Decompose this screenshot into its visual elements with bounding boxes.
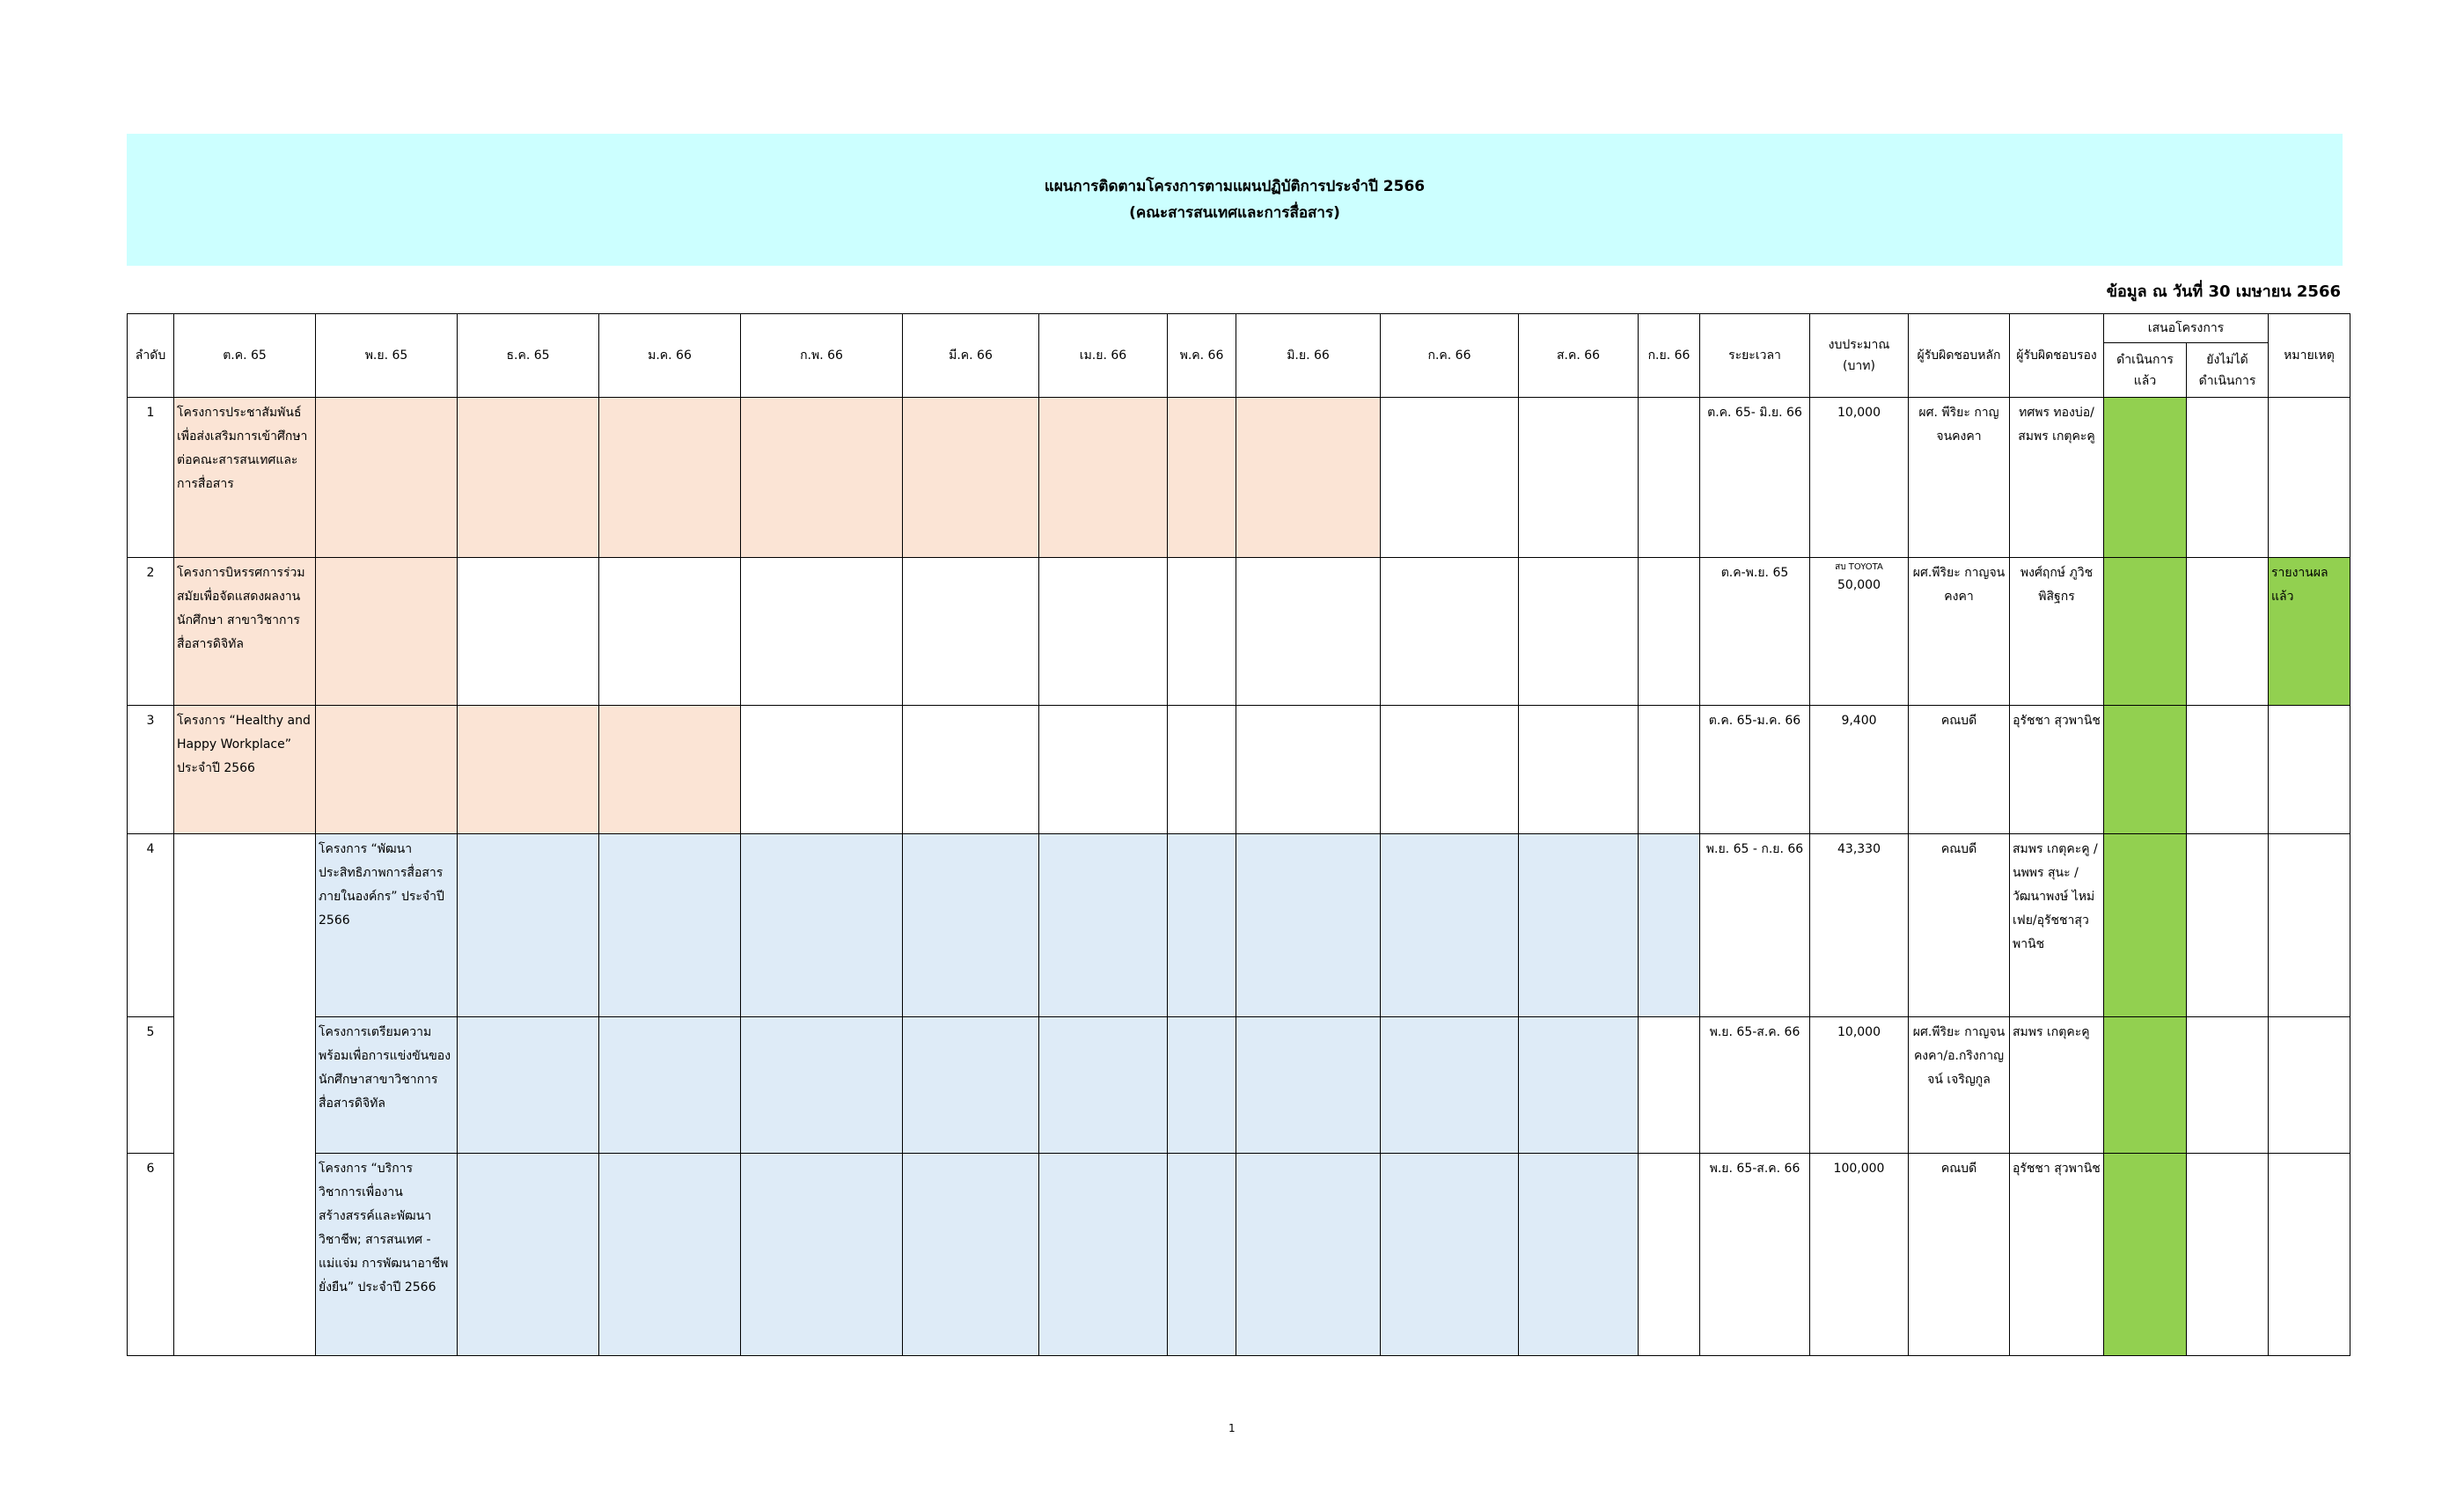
project-name: โครงการบิหรรศการร่วมสมัยเพื่อจัดแสดงผลงานนักศึกษา สาขาวิชาการสื่อสารดิจิทัล (174, 558, 316, 706)
plan-cell (1236, 1154, 1381, 1356)
project-name: โครงการ “Healthy and Happy Workplace” ประจำปี 2566 (174, 706, 316, 834)
table-row (128, 1154, 2350, 1356)
main-owner: คณบดี (1909, 1154, 2010, 1356)
plan-cell (1519, 1017, 1639, 1154)
co-owner: อุรัชชา สุวพานิช (2010, 1154, 2104, 1356)
plan-cell (1381, 398, 1519, 558)
plan-cell (1236, 398, 1381, 558)
plan-cell (1519, 834, 1639, 1017)
period: พ.ย. 65-ส.ค. 66 (1700, 1017, 1810, 1154)
title-banner (127, 134, 2343, 266)
plan-cell (1639, 398, 1700, 558)
plan-cell (316, 706, 458, 834)
col-header-month: พ.ย. 65 (316, 314, 458, 398)
plan-cell (1519, 558, 1639, 706)
plan-cell (741, 1154, 903, 1356)
period: ต.ค-พ.ย. 65 (1700, 558, 1810, 706)
project-name: โครงการประชาสัมพันธ์เพื่อส่งเสริมการเข้าศึกษาต่อคณะสารสนเทศและการสื่อสาร (174, 398, 316, 558)
plan-cell (1039, 1154, 1168, 1356)
as-of-date: ข้อมูล ณ วันที่ 30 เมษายน 2566 (2106, 282, 2341, 301)
note (2269, 834, 2350, 1017)
plan-cell (1168, 1017, 1236, 1154)
row-no: 1 (128, 398, 174, 558)
plan-cell (1639, 1154, 1700, 1356)
col-header-status: เสนอโครงการ (2104, 314, 2269, 343)
table-row (128, 558, 2350, 706)
col-header-month: พ.ค. 66 (1168, 314, 1236, 398)
col-header-month: ก.ค. 66 (1381, 314, 1519, 398)
col-header-not-done-line2: ดำเนินการ (2198, 373, 2256, 388)
row-no: 6 (128, 1154, 174, 1356)
plan-cell (1639, 1017, 1700, 1154)
col-header-done (2104, 343, 2187, 398)
plan-cell (741, 706, 903, 834)
status-done-cell (2104, 834, 2187, 1017)
plan-cell (1168, 398, 1236, 558)
plan-cell (1168, 706, 1236, 834)
plan-cell (458, 558, 599, 706)
col-header-main-owner: ผู้รับผิดชอบหลัก (1909, 314, 2010, 398)
col-header-month: ส.ค. 66 (1519, 314, 1639, 398)
plan-cell (1039, 558, 1168, 706)
plan-cell (741, 558, 903, 706)
status-not-done-cell (2187, 558, 2269, 706)
col-header-month: ม.ค. 66 (599, 314, 741, 398)
budget: 43,330 (1810, 834, 1909, 1017)
note (2269, 1154, 2350, 1356)
period: ต.ค. 65- มิ.ย. 66 (1700, 398, 1810, 558)
main-owner: ผศ. พีริยะ กาญจนคงคา (1909, 398, 2010, 558)
co-owner: สมพร เกตุคะคู / นพพร สุนะ / วัฒนาพงษ์ ไหม่เฟย/อุรัชชาสุวพานิช (2010, 834, 2104, 1017)
plan-cell (1381, 1017, 1519, 1154)
col-header-budget-line2: (บาท) (1843, 359, 1875, 373)
note (2269, 706, 2350, 834)
col-header-done-line1: ดำเนินการ (2116, 352, 2174, 367)
plan-cell (1168, 1154, 1236, 1356)
page-number: 1 (1228, 1422, 1236, 1434)
plan-cell (903, 398, 1039, 558)
plan-cell (903, 1154, 1039, 1356)
plan-cell (316, 398, 458, 558)
note (2269, 398, 2350, 558)
plan-cell (1039, 706, 1168, 834)
plan-cell (599, 1017, 741, 1154)
plan-cell (599, 558, 741, 706)
col-header-month: เม.ย. 66 (1039, 314, 1168, 398)
budget: 9,400 (1810, 706, 1909, 834)
main-owner: คณบดี (1909, 834, 2010, 1017)
plan-cell (174, 834, 316, 1356)
plan-cell (1039, 834, 1168, 1017)
plan-cell (1168, 834, 1236, 1017)
period: พ.ย. 65 - ก.ย. 66 (1700, 834, 1810, 1017)
row-no: 2 (128, 558, 174, 706)
plan-cell (1381, 558, 1519, 706)
main-owner: ผศ.พีริยะ กาญจนคงคา (1909, 558, 2010, 706)
plan-cell (458, 834, 599, 1017)
plan-cell (1236, 706, 1381, 834)
plan-cell (599, 834, 741, 1017)
main-owner: ผศ.พีริยะ กาญจนคงคา/อ.กริงกาญจน์ เจริญกูล (1909, 1017, 2010, 1154)
plan-cell (741, 834, 903, 1017)
budget-cell (1810, 558, 1909, 706)
note: รายงานผลแล้ว (2269, 558, 2350, 706)
status-not-done-cell (2187, 398, 2269, 558)
plan-cell (1639, 558, 1700, 706)
status-done-cell (2104, 1154, 2187, 1356)
col-header-period: ระยะเวลา (1700, 314, 1810, 398)
plan-cell (1236, 1017, 1381, 1154)
status-not-done-cell (2187, 834, 2269, 1017)
row-no: 5 (128, 1017, 174, 1154)
plan-cell (1168, 558, 1236, 706)
budget: 50,000 (1837, 578, 1881, 592)
co-owner: พงศ์ฤกษ์ ภูวิชพิสิฐกร (2010, 558, 2104, 706)
status-not-done-cell (2187, 706, 2269, 834)
status-done-cell (2104, 1017, 2187, 1154)
plan-cell (1381, 1154, 1519, 1356)
plan-cell (1519, 1154, 1639, 1356)
col-header-note: หมายเหตุ (2269, 314, 2350, 398)
table-row (128, 398, 2350, 558)
project-name: โครงการเตรียมความพร้อมเพื่อการแข่งขันของนักศึกษาสาขาวิชาการสื่อสารดิจิทัล (316, 1017, 458, 1154)
co-owner: ทศพร ทองบ่อ/สมพร เกตุคะคู (2010, 398, 2104, 558)
plan-cell (903, 706, 1039, 834)
plan-cell (1039, 1017, 1168, 1154)
col-header-month: มี.ค. 66 (903, 314, 1039, 398)
period: พ.ย. 65-ส.ค. 66 (1700, 1154, 1810, 1356)
budget: 100,000 (1810, 1154, 1909, 1356)
col-header-no: ลำดับ (128, 314, 174, 398)
main-owner: คณบดี (1909, 706, 2010, 834)
plan-cell (1236, 558, 1381, 706)
col-header-month: ก.พ. 66 (741, 314, 903, 398)
status-not-done-cell (2187, 1017, 2269, 1154)
status-done-cell (2104, 398, 2187, 558)
note (2269, 1017, 2350, 1154)
col-header-month: ต.ค. 65 (174, 314, 316, 398)
page-title: แผนการติดตามโครงการตามแผนปฏิบัติการประจำปี 2566 (1044, 178, 1426, 195)
plan-cell (1639, 834, 1700, 1017)
plan-cell (1039, 398, 1168, 558)
plan-cell (1381, 834, 1519, 1017)
plan-cell (741, 398, 903, 558)
period: ต.ค. 65-ม.ค. 66 (1700, 706, 1810, 834)
page-subtitle: (คณะสารสนเทศและการสื่อสาร) (1129, 204, 1340, 222)
co-owner: สมพร เกตุคะคู (2010, 1017, 2104, 1154)
budget-source: สบ TOYOTA (1835, 562, 1883, 572)
table-row (128, 706, 2350, 834)
col-header-not-done-line1: ยังไม่ได้ (2206, 352, 2248, 367)
status-done-cell (2104, 558, 2187, 706)
budget: 10,000 (1810, 1017, 1909, 1154)
plan-cell (1236, 834, 1381, 1017)
plan-cell (458, 1154, 599, 1356)
col-header-budget-line1: งบประมาณ (1828, 338, 1890, 352)
project-name: โครงการ “พัฒนาประสิทธิภาพการสื่อสารภายในองค์กร” ประจำปี 2566 (316, 834, 458, 1017)
plan-cell (458, 706, 599, 834)
plan-cell (1639, 706, 1700, 834)
row-no: 4 (128, 834, 174, 1017)
plan-cell (741, 1017, 903, 1154)
plan-cell (1519, 398, 1639, 558)
plan-cell (903, 558, 1039, 706)
table-row (128, 834, 2350, 1017)
project-plan-table (127, 313, 2350, 1356)
col-header-month: มิ.ย. 66 (1236, 314, 1381, 398)
budget: 10,000 (1810, 398, 1909, 558)
col-header-not-done (2187, 343, 2269, 398)
plan-cell (1381, 706, 1519, 834)
col-header-done-line2: แล้ว (2133, 373, 2157, 388)
project-name: โครงการ “บริการวิชาการเพื่องานสร้างสรรค์และพัฒนาวิชาชีพ; สารสนเทศ - แม่แจ่ม การพัฒนาอาชีพยั่งยืน” ประจำปี 2566 (316, 1154, 458, 1356)
plan-cell (599, 706, 741, 834)
plan-cell (599, 1154, 741, 1356)
plan-cell (458, 398, 599, 558)
plan-cell (599, 398, 741, 558)
col-header-budget (1810, 314, 1909, 398)
plan-cell (458, 1017, 599, 1154)
col-header-month: ก.ย. 66 (1639, 314, 1700, 398)
table-row (128, 1017, 2350, 1154)
plan-cell (903, 1017, 1039, 1154)
status-done-cell (2104, 706, 2187, 834)
col-header-co-owner: ผู้รับผิดชอบรอง (2010, 314, 2104, 398)
co-owner: อุรัชชา สุวพานิช (2010, 706, 2104, 834)
plan-cell (1519, 706, 1639, 834)
col-header-month: ธ.ค. 65 (458, 314, 599, 398)
status-not-done-cell (2187, 1154, 2269, 1356)
plan-cell (316, 558, 458, 706)
plan-cell (903, 834, 1039, 1017)
row-no: 3 (128, 706, 174, 834)
